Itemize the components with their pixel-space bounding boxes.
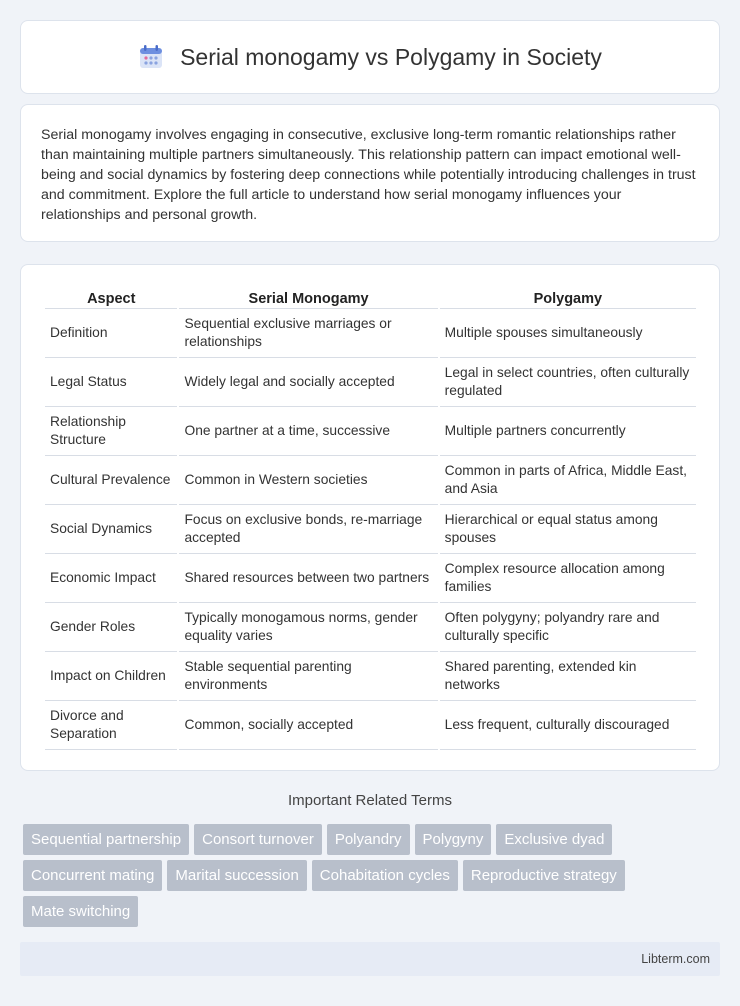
- cell-polygamy: Shared parenting, extended kin networks: [440, 652, 696, 701]
- table-row: [45, 358, 696, 407]
- related-terms-title: Important Related Terms: [288, 792, 452, 809]
- related-terms-list: [23, 824, 723, 927]
- intro-paragraph: Serial monogamy involves engaging in consecutive, exclusive long-term romantic relationships rather than maintaining multiple partners simultaneously. This relationship pattern can impact emotional well-being and social dynamics by fostering deep connections while potentially introducing challenges in trust and commitment. Explore the full article to understand how serial monogamy influences your relationships and personal growth.: [41, 127, 696, 223]
- cell-polygamy: Common in parts of Africa, Middle East, and Asia: [440, 456, 696, 505]
- cell-serial-monogamy: Typically monogamous norms, gender equality varies: [179, 603, 437, 652]
- cell-aspect: Gender Roles: [45, 603, 177, 652]
- page-title: Serial monogamy vs Polygamy in Society: [180, 43, 602, 70]
- related-term-tag[interactable]: Reproductive strategy: [463, 860, 625, 891]
- table-row: [45, 652, 696, 701]
- cell-aspect: Legal Status: [45, 358, 177, 407]
- related-term-tag[interactable]: Exclusive dyad: [496, 824, 612, 855]
- cell-serial-monogamy: Focus on exclusive bonds, re-marriage accepted: [179, 505, 437, 554]
- header-card: [20, 20, 720, 94]
- header-aspect: Aspect: [45, 285, 177, 309]
- cell-aspect: Cultural Prevalence: [45, 456, 177, 505]
- cell-serial-monogamy: Common in Western societies: [179, 456, 437, 505]
- cell-aspect: Divorce and Separation: [45, 701, 177, 750]
- cell-serial-monogamy: Common, socially accepted: [179, 701, 437, 750]
- cell-aspect: Impact on Children: [45, 652, 177, 701]
- table-row: [45, 309, 696, 358]
- table-row: [45, 554, 696, 603]
- comparison-table-card: [20, 264, 720, 771]
- table-row: [45, 701, 696, 750]
- table-row: [45, 456, 696, 505]
- cell-serial-monogamy: Shared resources between two partners: [179, 554, 437, 603]
- related-term-tag[interactable]: Polygyny: [415, 824, 492, 855]
- calendar-icon: [138, 44, 164, 70]
- cell-polygamy: Legal in select countries, often culturally regulated: [440, 358, 696, 407]
- related-term-tag[interactable]: Mate switching: [23, 896, 138, 927]
- cell-polygamy: Less frequent, culturally discouraged: [440, 701, 696, 750]
- header-serial-monogamy: Serial Monogamy: [179, 285, 437, 309]
- cell-aspect: Definition: [45, 309, 177, 358]
- cell-polygamy: Complex resource allocation among families: [440, 554, 696, 603]
- cell-polygamy: Often polygyny; polyandry rare and culturally specific: [440, 603, 696, 652]
- cell-aspect: Economic Impact: [45, 554, 177, 603]
- related-term-tag[interactable]: Polyandry: [327, 824, 410, 855]
- related-term-tag[interactable]: Concurrent mating: [23, 860, 162, 891]
- footer: [20, 942, 720, 976]
- comparison-table: [43, 285, 698, 750]
- cell-polygamy: Multiple spouses simultaneously: [440, 309, 696, 358]
- cell-polygamy: Multiple partners concurrently: [440, 407, 696, 456]
- intro-card: [20, 104, 720, 242]
- cell-aspect: Social Dynamics: [45, 505, 177, 554]
- table-row: [45, 603, 696, 652]
- header-polygamy: Polygamy: [440, 285, 696, 309]
- related-term-tag[interactable]: Sequential partnership: [23, 824, 189, 855]
- cell-aspect: Relationship Structure: [45, 407, 177, 456]
- cell-polygamy: Hierarchical or equal status among spouses: [440, 505, 696, 554]
- table-row: [45, 407, 696, 456]
- cell-serial-monogamy: Sequential exclusive marriages or relationships: [179, 309, 437, 358]
- cell-serial-monogamy: One partner at a time, successive: [179, 407, 437, 456]
- related-term-tag[interactable]: Marital succession: [167, 860, 306, 891]
- table-header-row: [45, 285, 696, 309]
- cell-serial-monogamy: Stable sequential parenting environments: [179, 652, 437, 701]
- cell-serial-monogamy: Widely legal and socially accepted: [179, 358, 437, 407]
- related-term-tag[interactable]: Consort turnover: [194, 824, 322, 855]
- related-term-tag[interactable]: Cohabitation cycles: [312, 860, 458, 891]
- footer-site-link[interactable]: Libterm.com: [641, 952, 710, 966]
- table-row: [45, 505, 696, 554]
